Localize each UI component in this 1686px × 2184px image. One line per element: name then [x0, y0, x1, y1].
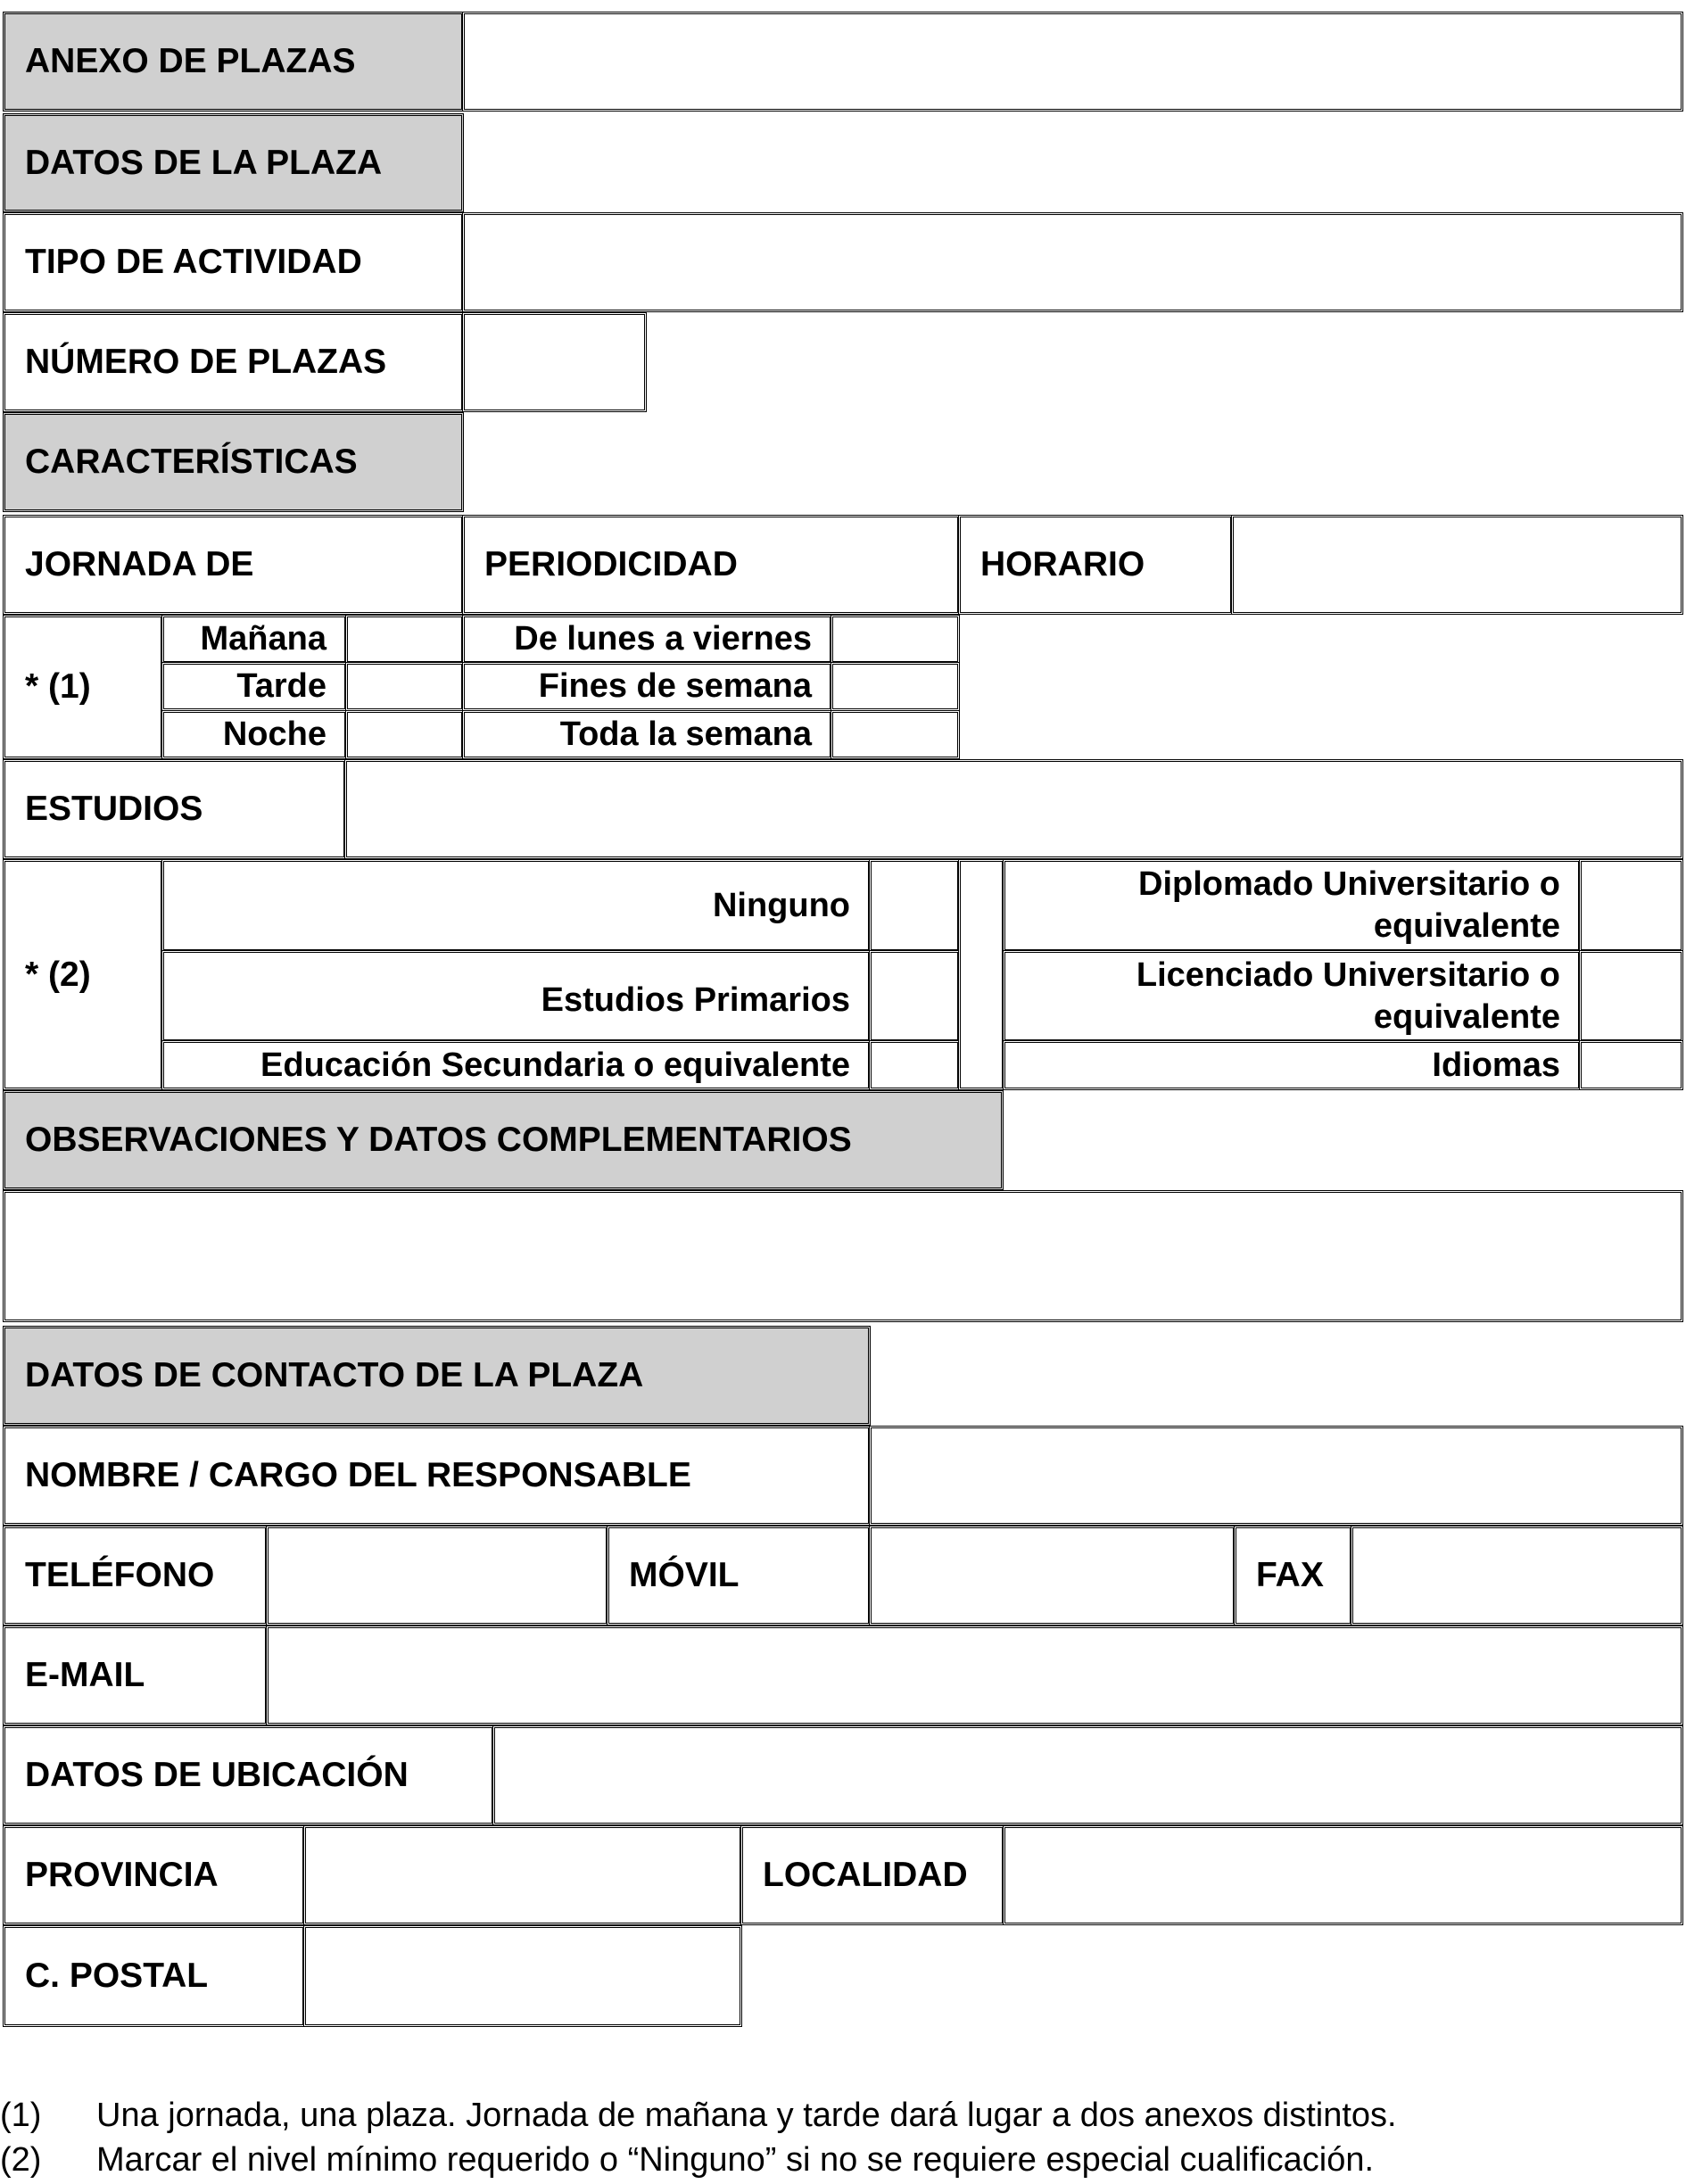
responsable-cell: [3, 1426, 871, 1526]
localidad-label: LOCALIDAD: [763, 1856, 968, 1894]
email-label: E-MAIL: [25, 1656, 145, 1694]
jornada-checkbox-tarde[interactable]: [345, 662, 464, 711]
footnote-2: (2) Marcar el nivel mínimo requerido o “Ninguno” si no se requiere especial cualificación.: [0, 2141, 1375, 2179]
fax-label: FAX: [1256, 1556, 1324, 1594]
responsable-input[interactable]: [869, 1426, 1683, 1526]
estudios-checkbox-diplomado[interactable]: [1579, 859, 1683, 952]
observaciones-label: OBSERVACIONES Y DATOS COMPLEMENTARIOS: [25, 1121, 852, 1159]
ubicacion-cell: [3, 1725, 494, 1825]
anexo-header: [3, 12, 464, 112]
provincia-cell: [3, 1825, 305, 1925]
provincia-label: PROVINCIA: [25, 1856, 219, 1894]
fax-input[interactable]: [1351, 1526, 1683, 1626]
localidad-cell: [740, 1825, 1004, 1925]
estudios-checkbox-secundaria[interactable]: [869, 1040, 960, 1090]
periodicidad-option-lunes-viernes: De lunes a viernes: [462, 615, 832, 664]
numero-plazas-input[interactable]: [462, 312, 647, 412]
estudios-option-primarios: Estudios Primarios: [161, 950, 871, 1042]
jornada-label: JORNADA DE: [25, 545, 254, 583]
periodicidad-option-toda-semana: Toda la semana: [462, 710, 832, 759]
estudios-marker-cell: [3, 859, 163, 1090]
estudios-checkbox-licenciado[interactable]: [1579, 950, 1683, 1042]
estudios-option-idiomas: Idiomas: [1003, 1040, 1581, 1090]
jornada-checkbox-manana[interactable]: [345, 615, 464, 664]
fax-cell: [1234, 1526, 1352, 1626]
periodicidad-cell: [462, 515, 960, 615]
datos-plaza-header: [3, 113, 464, 212]
periodicidad-checkbox-lunes-viernes[interactable]: [831, 615, 960, 664]
anexo-label: ANEXO DE PLAZAS: [25, 42, 356, 80]
estudios-option-secundaria: Educación Secundaria o equivalente: [161, 1040, 871, 1090]
datos-plaza-label: DATOS DE LA PLAZA: [25, 143, 383, 182]
periodicidad-checkbox-fines-semana[interactable]: [831, 662, 960, 711]
responsable-label: NOMBRE / CARGO DEL RESPONSABLE: [25, 1456, 691, 1494]
horario-label: HORARIO: [980, 545, 1145, 583]
provincia-input[interactable]: [303, 1825, 742, 1925]
observaciones-header: [3, 1090, 1004, 1190]
anexo-input[interactable]: [462, 12, 1683, 112]
cpostal-input[interactable]: [303, 1925, 742, 2027]
caracteristicas-header: [3, 412, 464, 512]
estudios-spacer-cell: [958, 859, 1004, 1090]
estudios-option-diplomado: Diplomado Universitario o equivalente: [1003, 859, 1581, 952]
jornada-option-manana: Mañana: [161, 615, 347, 664]
estudios-checkbox-primarios[interactable]: [869, 950, 960, 1042]
localidad-input[interactable]: [1003, 1825, 1683, 1925]
periodicidad-option-fines-semana: Fines de semana: [462, 662, 832, 711]
estudios-label: ESTUDIOS: [25, 790, 203, 828]
contacto-label: DATOS DE CONTACTO DE LA PLAZA: [25, 1356, 644, 1394]
tipo-actividad-cell: [3, 212, 464, 312]
numero-plazas-label: NÚMERO DE PLAZAS: [25, 343, 387, 381]
caracteristicas-label: CARACTERÍSTICAS: [25, 443, 358, 481]
ubicacion-input[interactable]: [492, 1725, 1683, 1825]
observaciones-textarea[interactable]: [3, 1190, 1683, 1322]
jornada-marker: * (1): [25, 667, 91, 706]
jornada-checkbox-noche[interactable]: [345, 710, 464, 759]
footnote-1: (1) Una jornada, una plaza. Jornada de mañana y tarde dará lugar a dos anexos distintos.: [0, 2097, 1397, 2134]
movil-input[interactable]: [869, 1526, 1236, 1626]
estudios-option-licenciado: Licenciado Universitario o equivalente: [1003, 950, 1581, 1042]
estudios-input[interactable]: [344, 759, 1683, 859]
ubicacion-label: DATOS DE UBICACIÓN: [25, 1756, 409, 1794]
email-cell: [3, 1626, 268, 1725]
cpostal-label: C. POSTAL: [25, 1956, 209, 1995]
jornada-option-noche: Noche: [161, 710, 347, 759]
horario-cell: [958, 515, 1233, 615]
email-input[interactable]: [266, 1626, 1683, 1725]
movil-cell: [607, 1526, 871, 1626]
estudios-option-ninguno: Ninguno: [161, 859, 871, 952]
periodicidad-label: PERIODICIDAD: [484, 545, 738, 583]
horario-input[interactable]: [1231, 515, 1683, 615]
telefono-label: TELÉFONO: [25, 1556, 215, 1594]
movil-label: MÓVIL: [629, 1556, 740, 1594]
numero-plazas-cell: [3, 312, 464, 412]
cpostal-cell: [3, 1925, 305, 2027]
jornada-marker-cell: [3, 615, 163, 759]
estudios-cell: [3, 759, 346, 859]
contacto-header: [3, 1326, 871, 1426]
estudios-marker: * (2): [25, 955, 91, 994]
estudios-checkbox-idiomas[interactable]: [1579, 1040, 1683, 1090]
jornada-option-tarde: Tarde: [161, 662, 347, 711]
jornada-cell: [3, 515, 464, 615]
tipo-actividad-input[interactable]: [462, 212, 1683, 312]
telefono-input[interactable]: [266, 1526, 608, 1626]
estudios-checkbox-ninguno[interactable]: [869, 859, 960, 952]
tipo-actividad-label: TIPO DE ACTIVIDAD: [25, 243, 362, 281]
periodicidad-checkbox-toda-semana[interactable]: [831, 710, 960, 759]
telefono-cell: [3, 1526, 268, 1626]
